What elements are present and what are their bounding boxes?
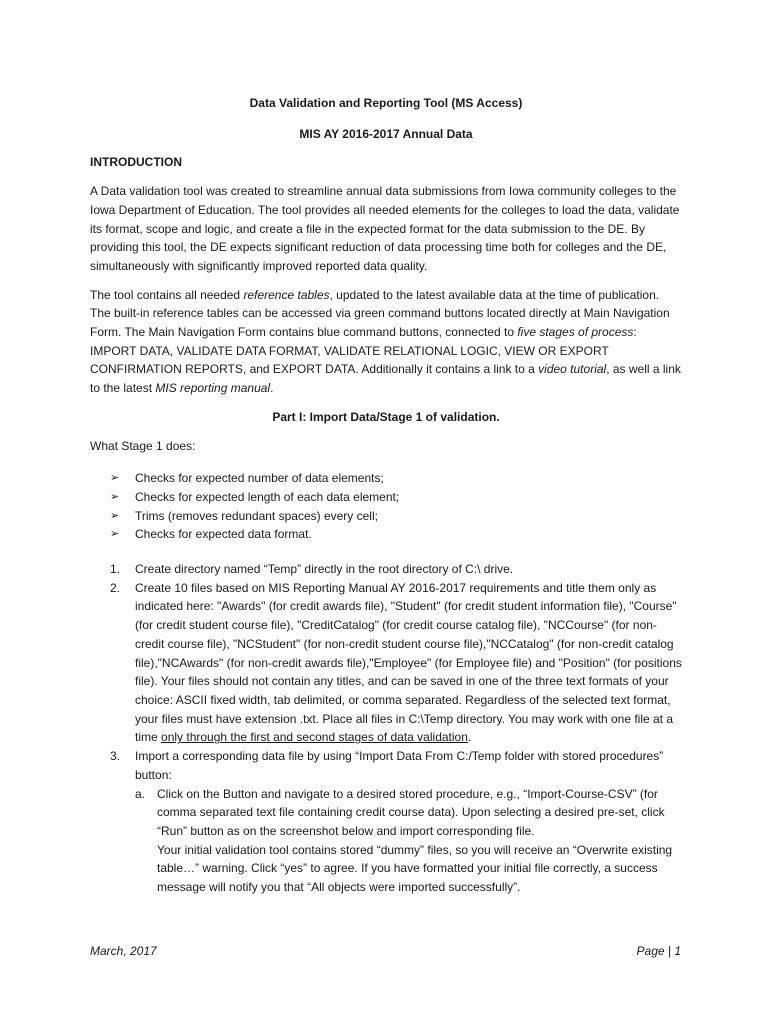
list-item: ➢ Checks for expected number of data elements; bbox=[90, 469, 682, 488]
stage-1-intro: What Stage 1 does: bbox=[90, 438, 196, 453]
step-number: 1. bbox=[110, 562, 121, 577]
section-heading-introduction: INTRODUCTION bbox=[90, 155, 182, 170]
sub-step-list bbox=[135, 785, 682, 897]
arrow-bullet-icon: ➢ bbox=[110, 528, 120, 541]
footer-page-number: Page | 1 bbox=[636, 944, 681, 958]
list-item: ➢ Checks for expected length of each data element; bbox=[90, 488, 682, 507]
step-number: 2. bbox=[110, 580, 121, 595]
instructions-list bbox=[90, 560, 682, 897]
instruction-step-2: 2. Create 10 files based on MIS Reporting Manual AY 2016-2017 requirements and title them only as indicated here: "Awards" (for credit awards file), "Student" (for credit student information file), "Course" (for credit student course file), "CreditCatalog" (for credit course catalog file), "NCCourse" (for non-credit course file), "NCStudent" (for non-credit student course file),"NCCatalog" (for non-credit catalog file),"NCAwards" (for non-credit awards file),"Employee" (for Employee file) and "Position" (for positions file). Your files should not contain any titles, and can be saved in one of the three text formats of your choice: ASCII fixed width, tab delimited, or comma separated. Regardless of the selected text format, your files must have extension .txt. Place all files in C:\Temp directory. You may work with one file at a time only through the first and second stages of data validation. bbox=[110, 580, 682, 745]
list-item: ➢ Trims (removes redundant spaces) every cell; bbox=[90, 507, 682, 526]
instruction-step-1: 1. Create directory named “Temp” directly in the root directory of C:\ drive. bbox=[90, 560, 682, 579]
intro-paragraph-2: The tool contains all needed reference tables, updated to the latest available data at the time of publication. The built-in reference tables can be accessed via green command buttons located directly at Main Navigation Form. The Main Navigation Form contains blue command buttons, connected to five stages of process: IMPORT DATA, VALIDATE DATA FORMAT, VALIDATE RELATIONAL LOGIC, VIEW OR EXPORT CONFIRMATION REPORTS, and EXPORT DATA. Additionally it contains a link to a video tutorial, as well a link to the latest MIS reporting manual. bbox=[90, 287, 681, 396]
footer-date: March, 2017 bbox=[90, 944, 157, 958]
arrow-bullet-icon: ➢ bbox=[110, 472, 120, 485]
sub-step-letter: a. bbox=[135, 786, 146, 801]
instruction-step-3: 3. Import a corresponding data file by using “Import Data From C:/Temp folder with stored procedures” button: a. Click on the Button and navigate to a desired stored procedure, e.g., “Import-Course-CSV” (for comma separated text file containing credit course data). Upon selecting a desired pre-set, click “Run” button as on the screenshot below and import corresponding file. Your initial validation tool contains stored “dummy” files, so you will receive an “Overwrite existing table…” warning. Click “yes” to agree. If you have formatted your initial file correctly, a success message will notify you that “All objects were imported successfully”. bbox=[90, 747, 682, 897]
document-subtitle: MIS AY 2016-2017 Annual Data bbox=[299, 126, 473, 141]
arrow-bullet-icon: ➢ bbox=[110, 490, 120, 503]
intro-paragraph-1: A Data validation tool was created to streamline annual data submissions from Iowa community colleges to the Iowa Department of Education. The tool provides all needed elements for the colleges to load the data, validate its format, scope and logic, and create a file in the expected format for the data submission to the DE. By providing this tool, the DE expects significant reduction of data processing time both for colleges and the DE, simultaneously with significantly improved reported data quality. bbox=[90, 184, 680, 273]
part-1-heading: Part I: Import Data/Stage 1 of validation. bbox=[272, 409, 500, 424]
document-body bbox=[90, 94, 682, 897]
stage-1-bullet-list bbox=[90, 469, 682, 544]
sub-step-a: a. Click on the Button and navigate to a desired stored procedure, e.g., “Import-Course-CSV” (for comma separated text file containing credit course data). Upon selecting a desired pre-set, click “Run” button as on the screenshot below and import corresponding file. Your initial validation tool contains stored “dummy” files, so you will receive an “Overwrite existing table…” warning. Click “yes” to agree. If you have formatted your initial file correctly, a success message will notify you that “All objects were imported successfully”. bbox=[135, 786, 673, 895]
arrow-bullet-icon: ➢ bbox=[110, 509, 120, 522]
document-title: Data Validation and Reporting Tool (MS Access) bbox=[249, 96, 523, 110]
step-number: 3. bbox=[110, 749, 121, 764]
list-item: ➢ Checks for expected data format. bbox=[90, 525, 682, 544]
underlined-text: only through the first and second stages of data validation bbox=[161, 730, 468, 745]
